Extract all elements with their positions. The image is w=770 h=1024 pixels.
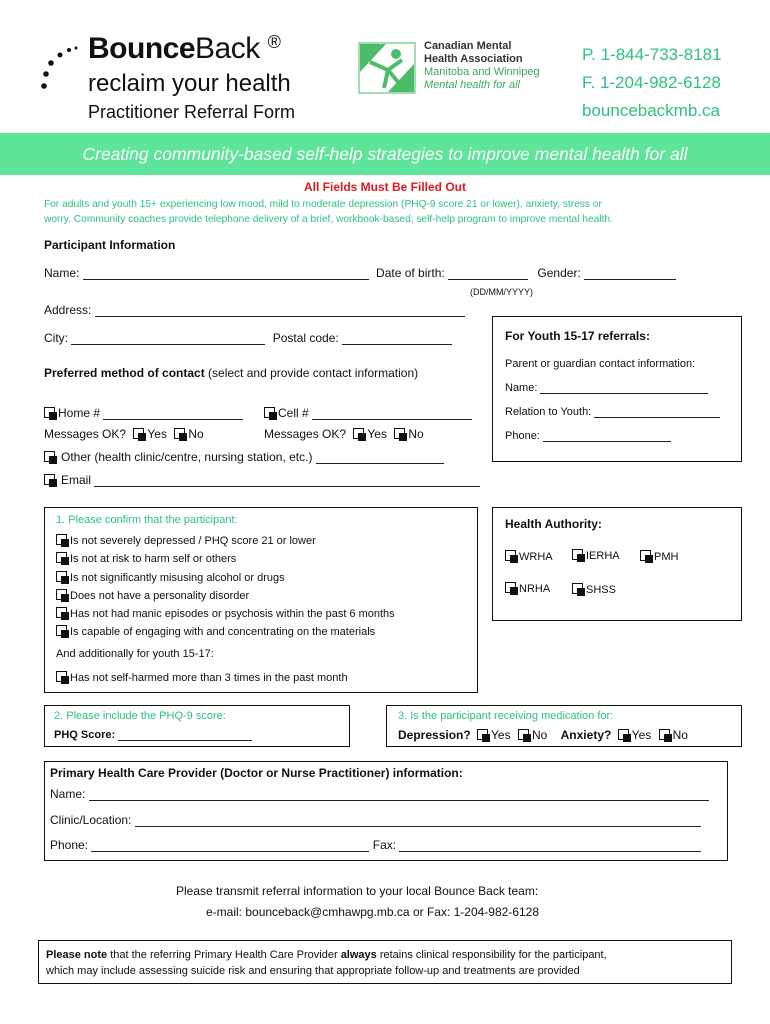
registered-mark: ®	[267, 32, 281, 52]
yes-label: Yes	[367, 427, 387, 441]
note-bold-1: Please note	[46, 949, 108, 961]
shss-checkbox[interactable]	[572, 583, 583, 594]
note-bold-2: always	[340, 949, 377, 961]
cmha-motto: Mental health for all	[424, 79, 520, 91]
provider-phone-label: Phone:	[50, 838, 89, 852]
other-checkbox[interactable]	[44, 451, 55, 462]
confirm-item	[56, 532, 395, 550]
phq-heading: 2. Please include the PHQ-9 score:	[54, 710, 226, 722]
no-label: No	[188, 427, 204, 441]
confirm-item	[56, 569, 395, 587]
no-label: No	[531, 728, 548, 742]
ierha-checkbox[interactable]	[572, 549, 583, 560]
transmit-line-2: e-mail: bounceback@cmhawpg.mb.ca or Fax: 1-204-982-6128	[206, 905, 540, 919]
yes-label: Yes	[631, 728, 652, 742]
confirm-item-text: Is not severely depressed / PHQ score 21 or lower	[70, 535, 316, 547]
cell-checkbox[interactable]	[264, 407, 275, 418]
brand-bold: Bounce	[88, 32, 196, 65]
guardian-label: Parent or guardian contact information:	[505, 358, 696, 370]
confirm-checkbox-4[interactable]	[56, 589, 67, 600]
confirm-item	[56, 587, 395, 605]
disclaimer-box	[38, 940, 732, 984]
participant-name-field[interactable]	[83, 268, 369, 280]
dob-field[interactable]	[448, 268, 528, 280]
provider-clinic-label: Clinic/Location:	[50, 813, 132, 827]
cell-messages-no-checkbox[interactable]	[394, 428, 405, 439]
authority-heading: Health Authority:	[505, 517, 602, 531]
provider-fax-field[interactable]	[399, 840, 701, 852]
home-messages-yes-checkbox[interactable]	[133, 428, 144, 439]
provider-heading: Primary Health Care Provider (Doctor or Nurse Practitioner) information:	[50, 766, 463, 780]
confirm-heading: 1. Please confirm that the participant:	[56, 514, 238, 526]
dots-arc-icon	[36, 42, 86, 102]
cell-label: Cell #	[278, 406, 309, 420]
depression-no-checkbox[interactable]	[518, 729, 529, 740]
email-field[interactable]	[94, 475, 480, 487]
contact-method-label: Preferred method of contact	[44, 366, 205, 380]
yes-label: Yes	[147, 427, 167, 441]
provider-name-field[interactable]	[89, 789, 709, 801]
contact-fax: F. 1-204-982-6128	[582, 73, 721, 92]
confirm-item	[56, 623, 395, 641]
yes-label: Yes	[491, 728, 511, 742]
provider-fax-label: Fax:	[372, 838, 397, 852]
anxiety-label: Anxiety?	[560, 728, 612, 742]
gender-field[interactable]	[584, 268, 676, 280]
youth-selfharm-text: Has not self-harmed more than 3 times in the past month	[70, 672, 348, 684]
provider-clinic-field[interactable]	[135, 815, 701, 827]
required-note: All Fields Must Be Filled Out	[303, 180, 466, 194]
note-line-2: which may include assessing suicide risk and ensuring that appropriate follow-up and treatments are provided	[46, 965, 580, 977]
confirm-item-text: Is not at risk to harm self or others	[70, 553, 237, 566]
confirm-item	[56, 605, 395, 623]
nrha-checkbox[interactable]	[505, 582, 516, 593]
cmha-region: Manitoba and Winnipeg	[424, 66, 540, 78]
cell-messages-yes-checkbox[interactable]	[353, 428, 364, 439]
provider-name-label: Name:	[50, 787, 86, 801]
home-checkbox[interactable]	[44, 407, 55, 418]
transmit-line-1: Please transmit referral information to your local Bounce Back team:	[176, 884, 539, 898]
home-phone-field[interactable]	[103, 408, 243, 420]
relation-label: Relation to Youth:	[505, 406, 592, 418]
pmh-checkbox[interactable]	[640, 550, 651, 561]
tagline: reclaim your health	[88, 70, 291, 97]
medication-heading: 3. Is the participant receiving medication for:	[398, 710, 614, 722]
provider-phone-field[interactable]	[91, 840, 369, 852]
email-checkbox[interactable]	[44, 474, 55, 485]
intro-line-1: For adults and youth 15+ experiencing low mood, mild to moderate depression (PHQ-9 score 21 or lower), anxiety, stress or	[44, 199, 602, 210]
postal-label: Postal code:	[272, 331, 339, 345]
address-label: Address:	[44, 303, 92, 317]
depression-yes-checkbox[interactable]	[477, 729, 488, 740]
other-label: Other (health clinic/centre, nursing station, etc.)	[61, 450, 313, 464]
postal-code-field[interactable]	[342, 333, 452, 345]
cmha-name-2: Health Association	[424, 53, 523, 65]
wrha-checkbox[interactable]	[505, 550, 516, 561]
brand-light: Back	[195, 32, 260, 65]
email-label: Email	[61, 473, 92, 487]
other-field[interactable]	[316, 452, 444, 464]
youth-selfharm-checkbox[interactable]	[56, 671, 67, 682]
phq-score-label: PHQ Score:	[54, 729, 116, 741]
cmha-name-1: Canadian Mental	[424, 40, 512, 52]
confirm-item-text: Is capable of engaging with and concentrating on the materials	[70, 626, 376, 639]
confirm-item	[56, 550, 395, 568]
nrha-label: NRHA	[519, 583, 551, 595]
city-label: City:	[44, 331, 68, 345]
dob-label: Date of birth:	[376, 266, 445, 280]
city-field[interactable]	[71, 333, 265, 345]
guardian-name-label: Name:	[505, 382, 538, 394]
guardian-name-field[interactable]	[540, 382, 708, 394]
youth-heading: For Youth 15-17 referrals:	[505, 329, 650, 343]
dob-format: (DD/MM/YYYY)	[470, 287, 533, 297]
note-text-1: that the referring Primary Health Care Provider	[107, 949, 341, 961]
ierha-label: IERHA	[586, 550, 620, 562]
shss-label: SHSS	[586, 584, 616, 596]
participant-heading: Participant Information	[44, 238, 176, 252]
cmha-figure-icon	[358, 42, 416, 94]
confirm-item-text: Does not have a personality disorder	[70, 589, 250, 602]
relation-field[interactable]	[594, 406, 720, 418]
confirm-item-text: Has not had manic episodes or psychosis within the past 6 months	[70, 608, 395, 621]
guardian-phone-label: Phone:	[505, 430, 540, 442]
no-label: No	[408, 427, 424, 441]
confirm-checkbox-3[interactable]	[56, 571, 67, 582]
confirm-checkbox-6[interactable]	[56, 625, 67, 636]
wrha-label: WRHA	[519, 551, 553, 563]
note-text-2: retains clinical responsibility for the participant,	[376, 949, 607, 961]
banner	[0, 133, 770, 175]
confirm-checkbox-1[interactable]	[56, 534, 67, 545]
no-label: No	[672, 728, 688, 742]
contact-phone: P. 1-844-733-8181	[582, 45, 722, 64]
banner-text: Creating community-based self-help strategies to improve mental health for all	[82, 144, 688, 164]
cell-messages-label: Messages OK?	[264, 427, 347, 441]
anxiety-no-checkbox[interactable]	[659, 729, 670, 740]
intro-line-2: worry. Community coaches provide telephone delivery of a brief, workbook-based, self-help program to improve mental health.	[44, 214, 613, 225]
anxiety-yes-checkbox[interactable]	[618, 729, 629, 740]
address-field[interactable]	[95, 305, 465, 317]
depression-label: Depression?	[398, 728, 471, 742]
form-title: Practitioner Referral Form	[88, 102, 296, 122]
confirm-checkbox-2[interactable]	[56, 552, 67, 563]
guardian-phone-field[interactable]	[543, 430, 671, 442]
youth-additional-note: And additionally for youth 15-17:	[56, 648, 214, 660]
name-label: Name:	[44, 266, 80, 280]
pmh-label: PMH	[654, 551, 679, 563]
contact-website[interactable]: bouncebackmb.ca	[582, 101, 720, 120]
home-messages-label: Messages OK?	[44, 427, 127, 441]
contact-method-note: (select and provide contact information)	[204, 366, 419, 380]
confirm-item-text: Is not significantly misusing alcohol or drugs	[70, 571, 285, 584]
phq-score-field[interactable]	[118, 729, 252, 741]
confirm-checkbox-5[interactable]	[56, 607, 67, 618]
home-messages-no-checkbox[interactable]	[174, 428, 185, 439]
home-label: Home #	[58, 406, 101, 420]
cell-phone-field[interactable]	[312, 408, 472, 420]
gender-label: Gender:	[537, 266, 581, 280]
